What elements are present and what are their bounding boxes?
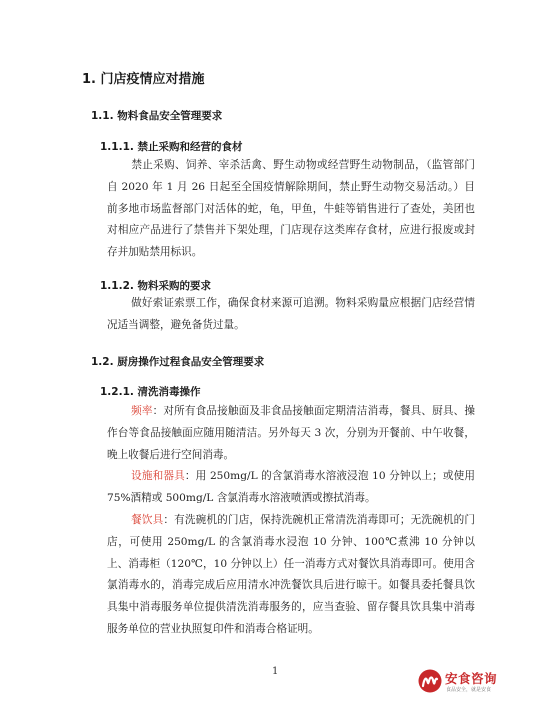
logo-name: 安食咨询 bbox=[445, 671, 498, 686]
paragraph-text: 做好索证索票工作，确保食材来源可追溯。物料采购量应根据门店经营情况适当调整，避免备货过量。 bbox=[107, 297, 475, 331]
heading-1: 1. 门店疫情应对措施 bbox=[82, 72, 205, 87]
logo-mark-icon bbox=[418, 669, 442, 693]
frequency-paragraph bbox=[107, 401, 475, 466]
subsection-1-1-1-title: 1.1.1. 禁止采购和经营的食材 bbox=[100, 141, 243, 153]
facilities-paragraph bbox=[107, 466, 475, 510]
tableware-paragraph bbox=[107, 510, 475, 641]
subsection-1-1-1-paragraph bbox=[107, 155, 475, 264]
page-number: 1 bbox=[272, 666, 279, 677]
section-1-1-title: 1.1. 物料食品安全管理要求 bbox=[91, 110, 223, 122]
logo-slogan: 食品安全，就是安食 bbox=[446, 687, 492, 693]
facilities-text: ：用 250mg/L 的含氯消毒水溶液浸泡 10 分钟以上；或使用 75%酒精或 500mg/L 含氯消毒水溶液喷洒或擦拭消毒。 bbox=[107, 470, 476, 504]
frequency-text: ：对所有食品接触面及非食品接触面定期清洁消毒，餐具、厨具、操作台等食品接触面应随用随清洁。另外每天 3 次，分别为开餐前、中午收餐，晚上收餐后进行空间消毒。 bbox=[107, 405, 475, 461]
tableware-label: 餐饮具 bbox=[131, 514, 164, 526]
company-logo bbox=[418, 669, 514, 697]
subsection-1-1-2-paragraph bbox=[107, 293, 475, 337]
paragraph-text: 禁止采购、饲养、宰杀活禽、野生动物或经营野生动物制品，（监管部门自 2020 年 1 月 26 日起至全国疫情解除期间，禁止野生动物交易活动。）目前多地市场监督部门对活体的蛇，龟，甲鱼，牛蛙等销售进行了查处，美团也对相应产品进行了禁售并下架处理，门店现存这类库存食材，应进行报废或封存并加贴禁用标识。 bbox=[107, 159, 475, 259]
tableware-text: ：有洗碗机的门店，保持洗碗机正常清洗消毒即可；无洗碗机的门店，可使用 250mg/L 的含氯消毒水浸泡 10 分钟、100℃煮沸 10 分钟以上、消毒柜（120℃，10 分钟以上）任一消毒方式对餐饮具消毒即可。使用含氯消毒水的，消毒完成后应用清水冲洗餐饮具后进行晾干。如餐具委托餐具饮具集中消毒服务单位提供清洗消毒服务的，应当查验、留存餐具饮具集中消毒服务单位的营业执照复印件和消毒合格证明。 bbox=[107, 514, 475, 635]
subsection-1-1-2-title: 1.1.2. 物料采购的要求 bbox=[100, 280, 212, 292]
frequency-label: 频率 bbox=[131, 405, 153, 417]
facilities-label: 设施和器具 bbox=[131, 470, 185, 482]
subsection-1-2-1-title: 1.2.1. 清洗消毒操作 bbox=[100, 386, 201, 398]
section-1-2-title: 1.2. 厨房操作过程食品安全管理要求 bbox=[91, 356, 265, 368]
